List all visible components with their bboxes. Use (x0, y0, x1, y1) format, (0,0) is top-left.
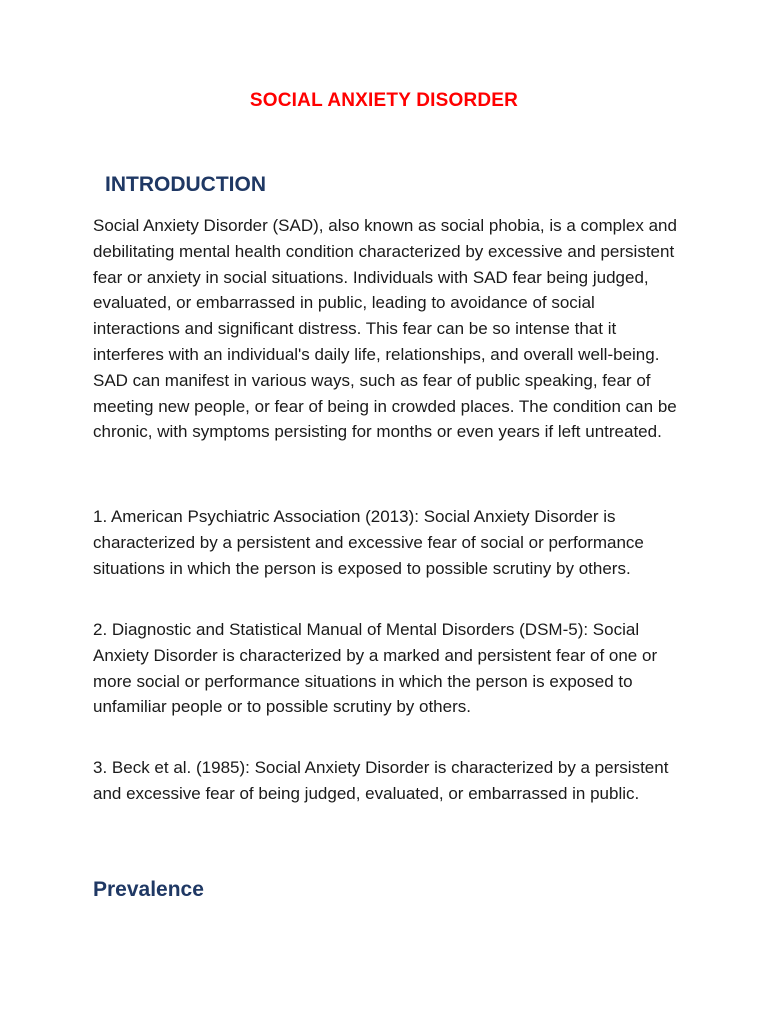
introduction-body (93, 213, 683, 445)
document-title: SOCIAL ANXIETY DISORDER (249, 90, 519, 111)
definition-beck-1985: 3. Beck et al. (1985): Social Anxiety Disorder is characterized by a persistent and excessive fear of being judged, evaluated, or embarrassed in public. (93, 758, 669, 803)
definition-item (93, 504, 683, 581)
definition-apa-2013: 1. American Psychiatric Association (2013): Social Anxiety Disorder is characterized by a persistent and excessive fear of social or performance situations in which the person is exposed to possible scrutiny by others. (93, 507, 644, 578)
definition-item (93, 617, 683, 720)
prevalence-heading: Prevalence (93, 878, 204, 901)
introduction-heading: INTRODUCTION (105, 173, 266, 196)
definition-dsm-5: 2. Diagnostic and Statistical Manual of Mental Disorders (DSM-5): Social Anxiety Disorder is characterized by a marked and persistent fear of one or more social or performance situations in which the person is exposed to unfamiliar people or to possible scrutiny by others. (93, 620, 658, 717)
definition-item (93, 755, 683, 807)
introduction-paragraph: Social Anxiety Disorder (SAD), also known as social phobia, is a complex and debilitating mental health condition characterized by excessive and persistent fear or anxiety in social situations. Individuals with SAD fear being judged, evaluated, or embarrassed in public, leading to avoidance of social interactions and significant distress. This fear can be so intense that it interferes with an individual's daily life, relationships, and overall well-being. SAD can manifest in various ways, such as fear of public speaking, fear of meeting new people, or fear of being in crowded places. The condition can be chronic, with symptoms persisting for months or even years if left untreated. (93, 216, 677, 442)
